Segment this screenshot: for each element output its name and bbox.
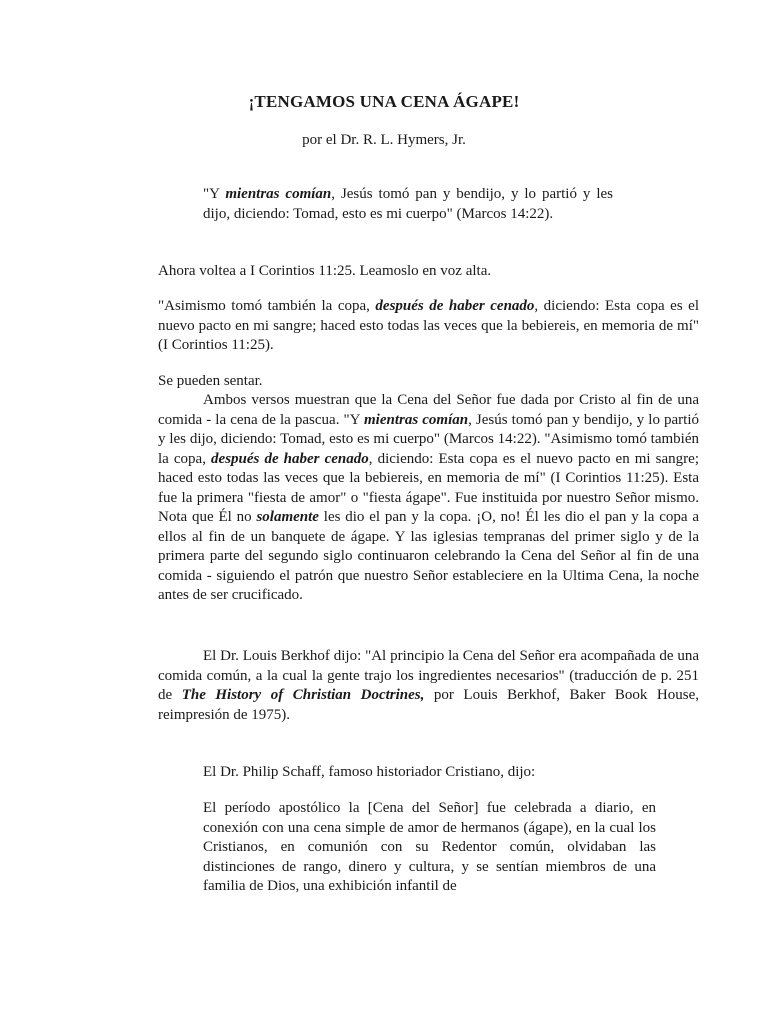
- scripture-quote-marcos: "Y mientras comían, Jesús tomó pan y bendijo, y lo partió y les dijo, diciendo: Tomad, esto es mi cuerpo" (Marcos 14:22).: [203, 186, 613, 222]
- emphasis-text: mientras comían: [225, 186, 332, 202]
- page-title: ¡TENGAMOS UNA CENA ÁGAPE!: [248, 92, 520, 111]
- sit-instruction: Se pueden sentar.: [158, 373, 263, 389]
- corintios-instruction: Ahora voltea a I Corintios 11:25. Leamoslo en voz alta.: [158, 263, 492, 279]
- body-paragraph-1: Ambos versos muestran que la Cena del Señor fue dada por Cristo al fin de una comida - la cena de la pascua. "Y mientras comían, Jesús tomó pan y bendijo, y lo partió y les dijo, diciendo: Tomad, esto es mi cuerpo" (Marcos 14:22). "Asimismo tomó también la copa, después de haber cenado, diciendo: Esta copa es el nuevo pacto en mi sangre; haced esto todas las veces que la bebiereis, en memoria de mí" (I Corintios 11:25). Esta fue la primera "fiesta de amor" o "fiesta ágape". Fue instituida por nuestro Señor mismo. Nota que Él no solamente les dio el pan y la copa. ¡O, no! Él les dio el pan y la copa a ellos al fin de un banquete de ágape. Y las iglesias tempranas del primer siglo y de la primera parte del segundo siglo continuaron celebrando la Cena del Señor al fin de una comida - siguiendo el patrón que nuestro Señor estableciere en la Ultima Cena, la noche antes de ser crucificado.: [158, 392, 700, 603]
- emphasis-text: mientras comían: [364, 411, 469, 428]
- schaff-quote: El período apostólico la [Cena del Señor] fue celebrada a diario, en conexión con una cena simple de amor de hermanos (ágape), en la cual los Cristianos, en comunión con su Redentor común, olvidaban las distinciones de rango, dinero y cultura, y se sentían miembros de una familia de Dios, una exhibición infantil de: [203, 800, 656, 894]
- schaff-intro: El Dr. Philip Schaff, famoso historiador Cristiano, dijo:: [203, 764, 536, 780]
- emphasis-text: después de haber cenado: [211, 450, 369, 467]
- body-paragraph-2: El Dr. Louis Berkhof dijo: "Al principio la Cena del Señor era acompañada de una comida común, a la cual la gente trajo los ingredientes necesarios" (traducción de p. 251 de The History of Christian Doctrines, por Louis Berkhof, Baker Book House, reimpresión de 1975).: [158, 648, 699, 723]
- emphasis-text: solamente: [256, 509, 319, 525]
- scripture-quote-corintios: "Asimismo tomó también la copa, después de haber cenado, diciendo: Esta copa es el nuevo pacto en mi sangre; haced esto todas las veces que la bebiereis, en memoria de mí" (I Corintios 11:25).: [158, 298, 699, 353]
- book-title: The History of Christian Doctrines,: [181, 687, 425, 703]
- emphasis-text: después de haber cenado: [375, 298, 535, 314]
- author-byline: por el Dr. R. L. Hymers, Jr.: [302, 132, 466, 148]
